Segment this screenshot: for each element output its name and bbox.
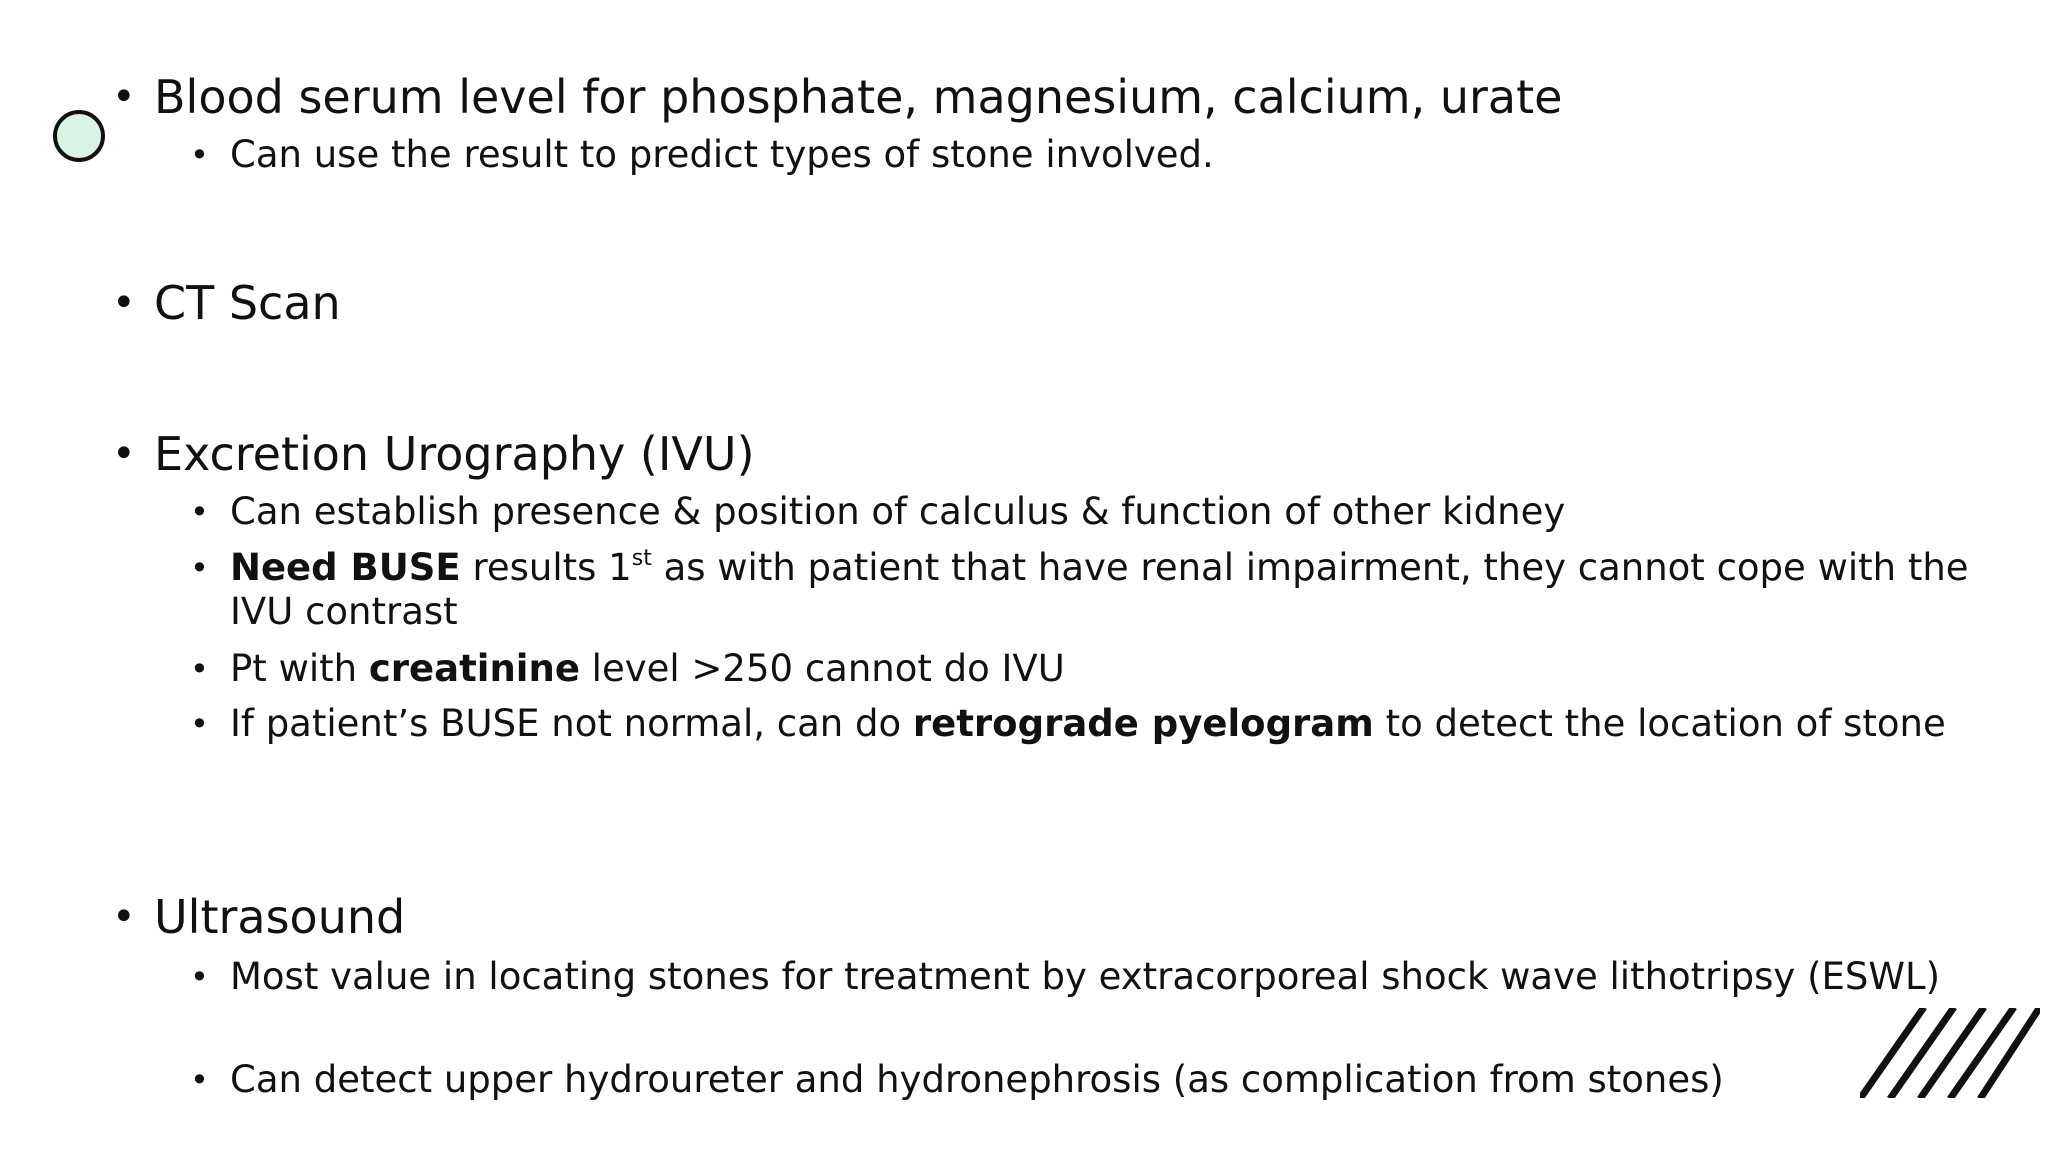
text: as with patient that have renal impairment, they cannot cope with the IVU contrast: [230, 546, 1969, 633]
sub-item-text: [190, 702, 2010, 746]
list-item-ct-scan: [112, 276, 341, 330]
item-title: Blood serum level for phosphate, magnesium, calcium, urate: [154, 70, 1563, 124]
bullet: •: [112, 74, 136, 120]
sub-item-text: [190, 647, 1065, 691]
decorative-hatch-icon: [1860, 1008, 2040, 1098]
text: level >250 cannot do IVU: [579, 647, 1065, 690]
item-title: Ultrasound: [154, 890, 406, 944]
bullet: •: [190, 705, 209, 743]
sub-item-text: [190, 546, 2010, 634]
sub-item-text: Most value in locating stones for treatment by extracorporeal shock wave lithotripsy (ESWL): [230, 955, 1941, 998]
bullet: •: [190, 650, 209, 688]
bold-text: Need BUSE: [230, 546, 461, 589]
sub-item-text: Can detect upper hydroureter and hydronephrosis (as complication from stones): [230, 1058, 1724, 1101]
text: to detect the location of stone: [1373, 702, 1946, 745]
bullet: •: [112, 431, 136, 477]
superscript: st: [631, 545, 652, 571]
sub-item-us-hydronephrosis: [190, 1058, 1724, 1102]
bullet: •: [190, 549, 209, 587]
item-title: CT Scan: [154, 276, 341, 330]
sub-item-ivu-buse: [190, 546, 2010, 634]
bullet: •: [112, 280, 136, 326]
text: results 1: [460, 546, 632, 589]
sub-item-ivu-creatinine: [190, 647, 1065, 691]
bold-text: creatinine: [368, 647, 580, 690]
bold-text: retrograde pyelogram: [912, 702, 1374, 745]
bullet: •: [190, 1061, 209, 1099]
list-item-blood-serum: [112, 70, 1562, 124]
sub-item-ivu-presence: [190, 490, 1565, 534]
text: If patient’s BUSE not normal, can do: [230, 702, 913, 745]
bullet: •: [190, 493, 209, 531]
sub-item-us-eswl: [190, 955, 2010, 999]
decorative-circle-icon: [53, 110, 105, 162]
text: Pt with: [230, 647, 369, 690]
bullet: •: [112, 894, 136, 940]
bullet: •: [190, 136, 209, 174]
item-title: Excretion Urography (IVU): [154, 427, 755, 481]
sub-item-ivu-retrograde: [190, 702, 2010, 746]
list-item-ivu: [112, 427, 755, 481]
bullet: •: [190, 958, 209, 996]
sub-item-text: Can use the result to predict types of stone involved.: [230, 133, 1214, 176]
list-item-ultrasound: [112, 890, 405, 944]
sub-item-text: Can establish presence & position of calculus & function of other kidney: [230, 490, 1566, 533]
sub-item-blood-result: [190, 133, 1214, 177]
